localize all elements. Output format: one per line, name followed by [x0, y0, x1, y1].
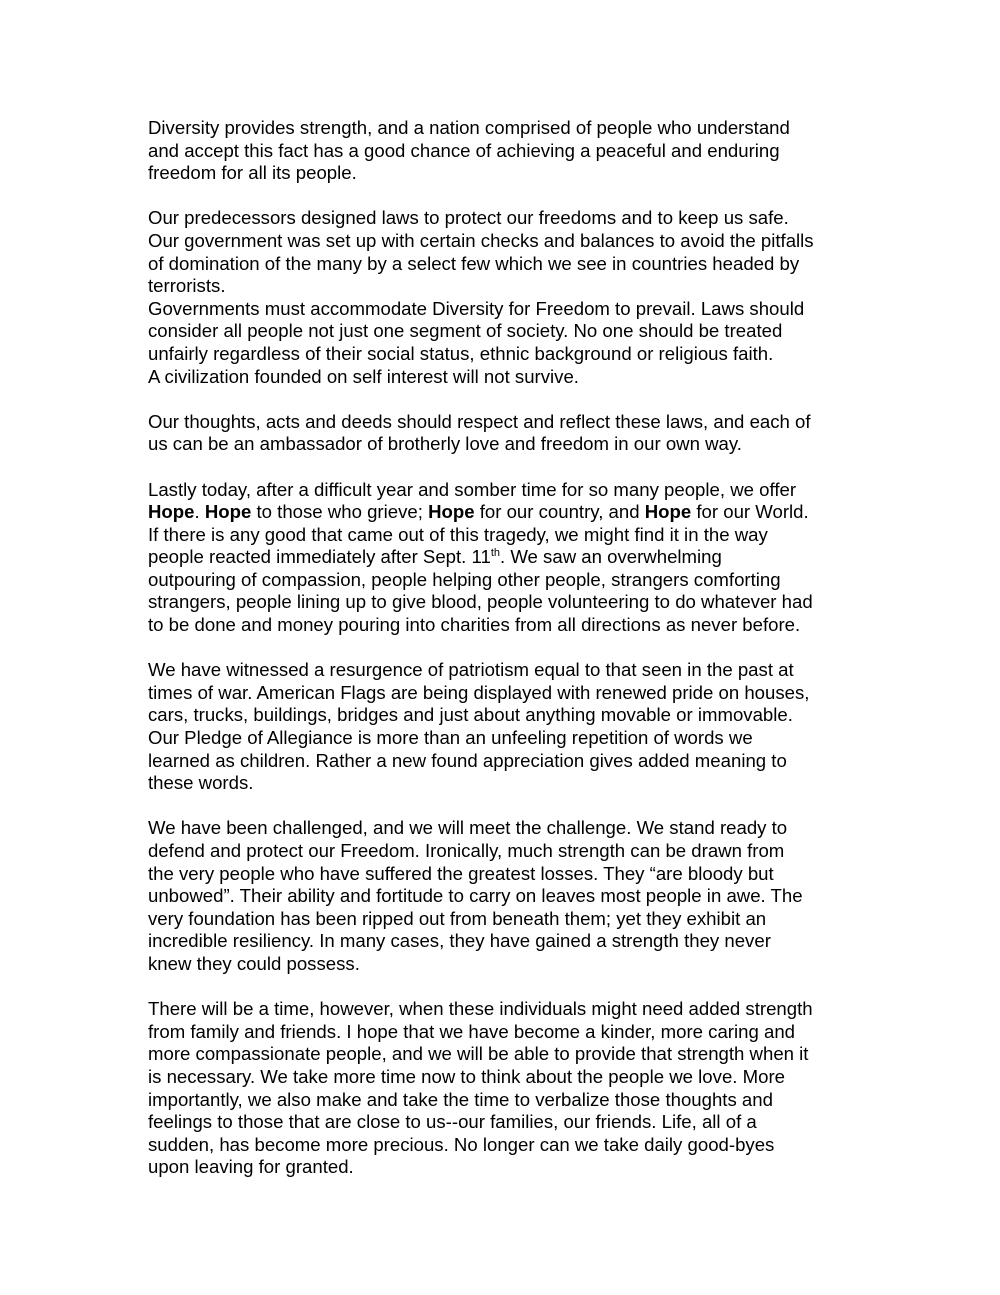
text-line: upon leaving for granted.: [148, 1156, 354, 1178]
text-line: feelings to those that are close to us--our families, our friends. Life, all of a: [148, 1111, 757, 1133]
text-line: Our government was set up with certain checks and balances to avoid the pitfalls: [148, 229, 814, 251]
bold-hope: Hope: [204, 501, 252, 523]
text-line: of domination of the many by a select few which we see in countries headed by: [148, 252, 800, 274]
text-line: learned as children. Rather a new found appreciation gives added meaning to: [148, 749, 787, 771]
text-line: There will be a time, however, when these individuals might need added strength: [148, 998, 813, 1020]
text-line: outpouring of compassion, people helping other people, strangers comforting: [148, 568, 781, 590]
text-line: Our thoughts, acts and deeds should respect and reflect these laws, and each of: [148, 410, 811, 432]
paragraph-predecessors: [148, 207, 868, 297]
text-line: freedom for all its people.: [148, 162, 357, 184]
paragraph-challenged: [148, 817, 868, 975]
text-line: more compassionate people, and we will be able to provide that strength when it: [148, 1043, 809, 1065]
superscript-th: th: [490, 547, 500, 560]
text-line: Our Pledge of Allegiance is more than an unfeeling repetition of words we: [148, 727, 753, 749]
bold-hope: Hope: [428, 501, 475, 523]
text-run: people reacted immediately after Sept. 11: [148, 546, 491, 568]
bold-hope: Hope: [644, 501, 692, 523]
text-line: Lastly today, after a difficult year and somber time for so many people, we offer: [148, 478, 797, 500]
text-line: consider all people not just one segment of society. No one should be treated: [148, 320, 783, 342]
text-run: for our World.: [691, 501, 809, 523]
text-line: defend and protect our Freedom. Ironically, much strength can be drawn from: [148, 840, 785, 861]
text-line: We have witnessed a resurgence of patriotism equal to that seen in the past at: [148, 659, 794, 681]
text-line: terrorists.: [148, 275, 226, 297]
text-run: .: [194, 501, 205, 523]
text-line: strangers, people lining up to give blood, people volunteering to do whatever had: [148, 591, 813, 613]
paragraph-diversity: [148, 117, 868, 185]
text-line: If there is any good that came out of this tragedy, we might find it in the way: [148, 523, 768, 545]
text-line: cars, trucks, buildings, bridges and just about anything movable or immovable.: [148, 704, 793, 726]
text-line: incredible resiliency. In many cases, they have gained a strength they never: [148, 930, 771, 952]
text-line: times of war. American Flags are being displayed with renewed pride on houses,: [148, 681, 810, 703]
text-line: and accept this fact has a good chance of achieving a peaceful and enduring: [148, 139, 780, 161]
paragraph-patriotism: [148, 659, 868, 795]
text-line: Governments must accommodate Diversity for Freedom to prevail. Laws should: [148, 297, 805, 319]
text-line-hope: [148, 501, 868, 524]
bold-hope: Hope: [148, 501, 195, 523]
text-line: these words.: [148, 772, 254, 794]
text-line-sept: [148, 546, 868, 569]
text-line: A civilization founded on self interest will not survive.: [148, 365, 579, 387]
text-run: . We saw an overwhelming: [500, 546, 722, 568]
text-line: knew they could possess.: [148, 952, 360, 974]
text-line: very foundation has been ripped out from beneath them; yet they exhibit an: [148, 907, 767, 929]
text-line: from family and friends. I hope that we have become a kinder, more caring and: [148, 1020, 795, 1042]
paragraph-thoughts: [148, 411, 868, 456]
text-line: We have been challenged, and we will meet the challenge. We stand ready to: [148, 817, 788, 839]
text-line: to be done and money pouring into charities from all directions as never before.: [148, 614, 801, 636]
text-line: Our predecessors designed laws to protect our freedoms and to keep us safe.: [148, 207, 789, 229]
text-line: sudden, has become more precious. No longer can we take daily good-byes: [148, 1133, 775, 1155]
text-line: is necessary. We take more time now to think about the people we love. More: [148, 1065, 785, 1087]
text-line: importantly, we also make and take the time to verbalize those thoughts and: [148, 1088, 773, 1110]
text-line: unbowed”. Their ability and fortitude to carry on leaves most people in awe. The: [148, 885, 803, 907]
document-page: [148, 117, 868, 1179]
text-line: us can be an ambassador of brotherly love and freedom in our own way.: [148, 433, 742, 455]
text-line: unfairly regardless of their social status, ethnic background or religious faith.: [148, 342, 774, 364]
paragraph-family: [148, 998, 868, 1179]
text-run: for our country, and: [474, 501, 645, 523]
text-line: Diversity provides strength, and a nation comprised of people who understand: [148, 117, 790, 138]
text-line: the very people who have suffered the greatest losses. They “are bloody but: [148, 862, 774, 884]
paragraph-governments: [148, 298, 868, 388]
paragraph-hope: [148, 479, 868, 637]
text-run: to those who grieve;: [251, 501, 429, 523]
